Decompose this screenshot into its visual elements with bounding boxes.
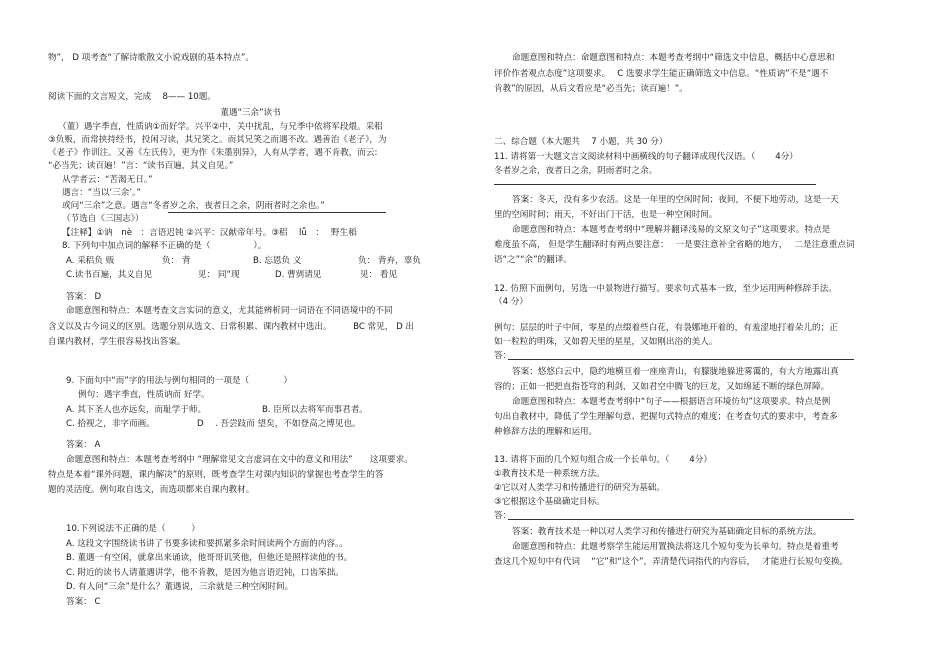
q10-stem: 10.下列说法不正确的是（ ） — [66, 524, 200, 534]
q10-analysis: 命题意图和特点：命题意图和特点：本题考查考纲中“筛选文中信息，概括中心意思和 — [512, 53, 835, 63]
q8-option-meaning: 见： 看见 — [360, 270, 398, 280]
q8-analysis: 含义以及古今词义的区别。选题分别从选文、日常积累、课内教材中选出。 BC 常见， D 出 — [48, 322, 415, 332]
q11-analysis: 命题意图和特点：本题考查考纲中“理解并翻译浅易的文原文句子”这项要求。特点是 — [512, 225, 831, 235]
q12-answer: 答案：悠悠白云中，隐约地横亘着一座座青山，有朦胧地躲进雾霭的，有大方地露出真 — [512, 367, 839, 377]
q11-analysis: 难度虽不高， 但是学生翻译时有两点要注意： 一是要注意补全省略的地方， 二是注意重点词 — [494, 240, 855, 250]
q13-item: ②它以对人类学习和传播进行的研究为基础。 — [494, 483, 665, 493]
q8-option: D. 曹刿请见 — [275, 270, 322, 280]
passage-line: （董）遇字季直，性质讷①而好学。兴平②中，关中扰乱，与兄季中依将军段煨。采稆 — [58, 122, 383, 132]
q10-option: A. 这段文字围绕读书讲了书要多读和要抓紧多余时间读两个方面的内容。。 — [66, 539, 348, 549]
q13-analysis: 查这几个短句中有代词 “它”和“这个”，弄清楚代词指代的内容后， 才能进行长短句变换。 — [494, 557, 849, 567]
passage-line: “必当先；读百遍！”言：“读书百遍，其义自见。” — [48, 161, 234, 171]
passage-line: 《老子》作训注。又善《左氏传》，更为作《朱墨别异》，人有从学者，遇不肯教，而云: — [48, 148, 378, 158]
q12-score: （4 分） — [494, 297, 528, 307]
q11-analysis: 语“之”“余”的翻译。 — [494, 255, 572, 265]
q10-answer: 答案： C — [66, 597, 101, 607]
passage-source: （节选自《三国志》） — [62, 214, 144, 224]
q10-option: D. 有人问“三余”是什么？董遇说，三余就是三种空闲时间。 — [66, 582, 294, 592]
q13-answer-label: 答： — [494, 511, 512, 521]
q8-option: C.读书百遍，其义自见 — [66, 270, 153, 280]
q12-analysis: 句出自教材中，降低了学生理解句意、把握句式特点的难度；在考查句式的要求中，考查多 — [494, 412, 838, 422]
answer-line — [494, 175, 816, 185]
q12-analysis: 命题意图和特点：本题考查考纲中“句子——根据语言环境仿句”这项要求。特点是例 — [512, 397, 831, 407]
reading-instructions: 阅读下面的文言短文，完成 8—— 10题。 — [48, 92, 216, 102]
q12-analysis: 种修辞方法的理解和运用。 — [494, 427, 598, 437]
passage-line: ③负贩，而常挟持经书，投闲习读，其兄笑之。而其兄笑之而遇不改。遇善治《老子》，为 — [48, 135, 387, 145]
q13-item: ①教育技术是一种系统方法。 — [494, 469, 605, 479]
q8-stem: 8. 下列句中加点词的解释不正确的是（ ）。 — [62, 241, 267, 251]
q11-sentence: 冬者岁之余，夜者日之余，阴雨者时之余。 — [494, 166, 658, 176]
passage-text: 或问“三余”之意。遇言“冬者岁之余，夜者日之余，阴雨者时之余也。” — [62, 201, 325, 211]
passage-title: 董遇“三余”读书 — [220, 108, 281, 118]
q8-option-meaning: 负： 背 — [162, 256, 191, 266]
q10-analysis: 评价作者观点态度”这项要求。 C 选要求学生能正确筛选文中信息。“性质讷”不是“遇不 — [494, 69, 829, 79]
q12-answer: 容的；正如一把把直指苍穹的利剑，又如君空中腾飞的巨龙，又如绵延不断的绿色屏障。 — [494, 382, 830, 392]
q12-answer-label: 答： — [494, 351, 512, 361]
continued-text: 物”， D 项考查“了解诗歌散文小说戏剧的基本特点”。 — [48, 53, 254, 63]
q9-analysis: 题的灵活度。例句取自选文，而选项都来自课内教材。 — [48, 485, 255, 495]
q11-answer: 里的空闲时间；雨天，不好出门干活，也是一种空闲时间。 — [494, 210, 718, 220]
underline-mark — [168, 212, 386, 213]
q12-example: 如一粒粒的明珠，又如碧天里的星星，又如刚出浴的美人。 — [494, 337, 718, 347]
q10-analysis: 肯教”的原因，从后文看应是“必当先；读百遍！”。 — [494, 84, 688, 94]
q13-analysis: 命题意图和特点：此题考察学生能运用置换法将这几个短句变为长单句。特点是着重考 — [512, 542, 839, 552]
q12-stem: 12. 仿照下面例句，另选一中景物进行描写。要求句式基本一致，至少运用两种修辞手法。 — [494, 284, 837, 294]
answer-line[interactable] — [508, 510, 854, 520]
q9-analysis: 特点是本着“课外问题，课内解决”的原则，既考查学生对课内知识的掌握也考查学生的答 — [48, 470, 384, 480]
q9-option: D . 吾尝跂而 望矣，不如登高之博见也。 — [197, 419, 361, 429]
q13-stem: 13. 请将下面的几个短句组合成一个长单句。（ 4分） — [494, 455, 712, 465]
q9-stem: 9. 下面句中“而”字的用法与例句相同的一项是（ ） — [66, 376, 293, 386]
q8-analysis: 自课内教材，学生很容易找出答案。 — [48, 337, 186, 347]
passage-line-underlined — [62, 201, 325, 211]
q8-option-meaning: 见： 同“现 — [198, 270, 240, 280]
q13-answer: 答案：教育技术是一种以对人类学习和传播进行研究为基础确定目标的系统方法。 — [512, 527, 822, 537]
q8-analysis: 命题意图和特点：本题考查文言实词的意义，尤其能辨析同一词语在不同语境中的不同 — [66, 306, 393, 316]
q9-option: A. 其下圣人也亦远矣，而耻学于师。 — [66, 405, 207, 415]
q11-answer: 答案：冬天，没有多少农活。这是一年里的空闲时间；夜间，不便下地劳动，这是一天 — [512, 195, 839, 205]
q9-answer: 答案： A — [66, 440, 101, 450]
q12-example: 例句：层层的叶子中间，零星的点缀着些白花，有袅娜地开着的，有羞涩地打着朵儿的；正 — [494, 323, 838, 333]
q9-option: C. 拾视之，非字而画。 — [66, 419, 155, 429]
q13-item: ③它根据这个基础确定目标。 — [494, 497, 605, 507]
q8-option: B. 忘恩负 义 — [253, 256, 302, 266]
section-title: 二、综合题（本大题共 7 小题，共 30 分） — [494, 137, 668, 147]
q8-option: A. 采稆负 贩 — [66, 256, 115, 266]
q9-example: 例句：遇字季直，性质讷而 好学。 — [78, 390, 210, 400]
passage-notes: 【注释】①讷 nè ：言语迟钝 ②兴平：汉献帝年号。③稆 lǚ ： 野生稻 — [62, 228, 357, 238]
q9-option: B. 臣所以去将军而事君者。 — [262, 405, 368, 415]
q8-answer: 答案： D — [66, 292, 102, 302]
answer-line[interactable] — [508, 350, 854, 360]
q10-option: C. 附近的读书人请董遇讲学，他不肯教，是因为他言语迟钝，口齿笨拙。 — [66, 568, 344, 578]
passage-line: 遇言：“当以‘三余’。” — [62, 188, 141, 198]
q8-option-meaning: 负： 背弃，辜负 — [358, 256, 421, 266]
q11-stem: 11. 请将第一大题文言文阅读材料中画横线的句子翻译成现代汉语。（ 4分） — [494, 152, 798, 162]
q10-option: B. 董遇一有空闲，就拿出来诵读，他哥哥讥笑他，但他还是照样读他的书。 — [66, 553, 353, 563]
passage-line: 从学者云：“苦渴无日。” — [62, 175, 153, 185]
q9-analysis: 命题意图和特点：本题考查考纲中 “理解常见文言虚词在文中的意义和用法” 这项要求。 — [66, 455, 413, 465]
